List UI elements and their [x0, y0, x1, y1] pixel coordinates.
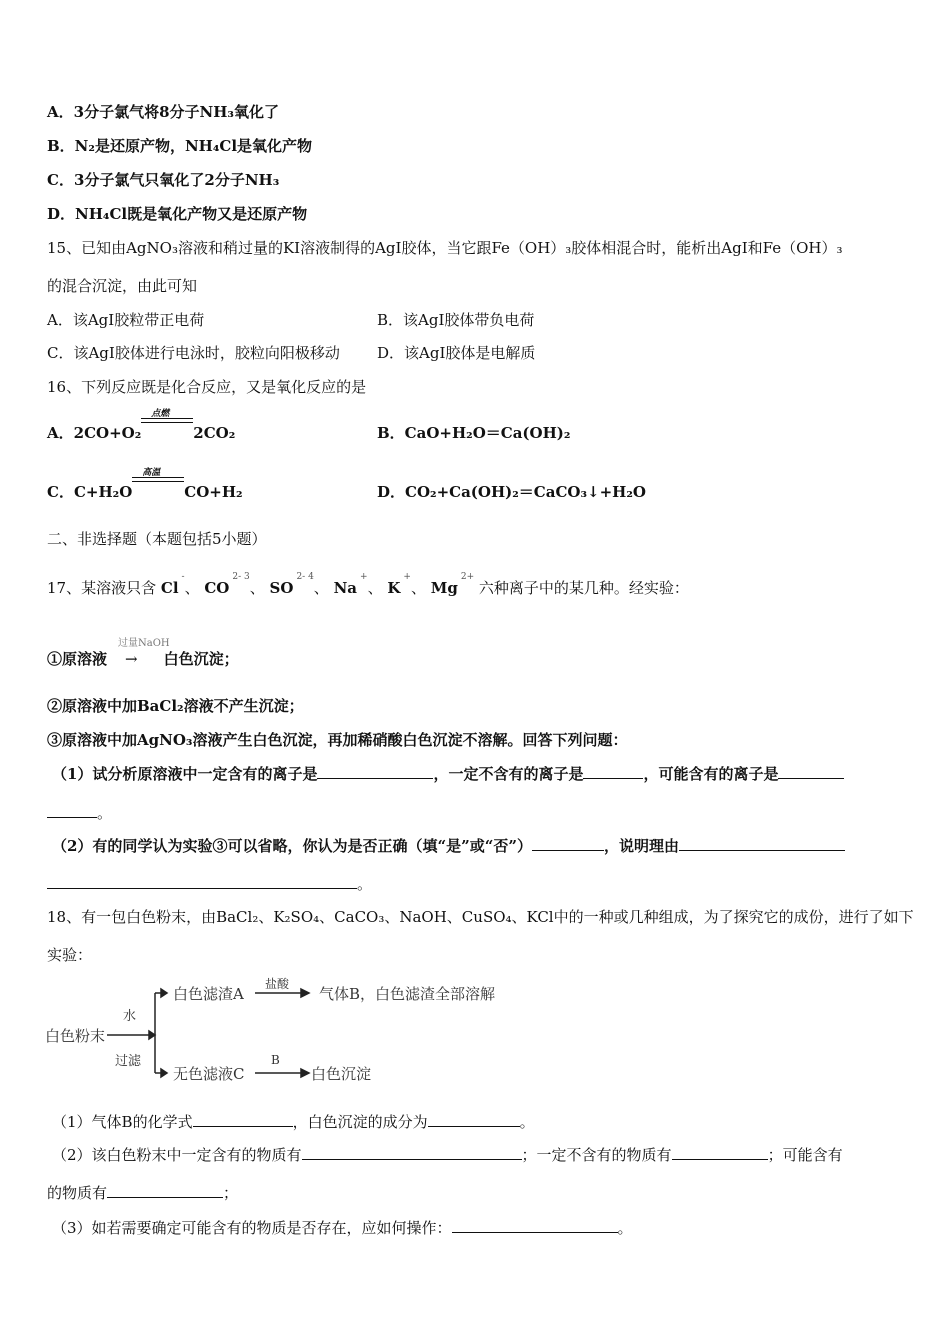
q14-option-c: C．3分子氯气只氧化了2分子NH₃	[47, 171, 280, 189]
q15-option-c: C．该AgI胶体进行电泳时，胶粒向阳极移动	[47, 344, 340, 362]
part-text: ，白色沉淀的成分为	[292, 1113, 428, 1131]
answer-blank[interactable]	[47, 874, 357, 889]
ion-symbol: Cl	[160, 579, 179, 597]
label-water: 水	[123, 1009, 137, 1024]
stem-text: 17、某溶液只含	[47, 579, 157, 597]
exp-text: 白色沉淀；	[163, 650, 239, 668]
ion	[333, 572, 368, 597]
q15-stem-cont: 的混合沉淀，由此可知	[47, 277, 198, 295]
part-text: 。	[519, 1113, 535, 1131]
q18-part2-cont	[47, 1183, 238, 1203]
equation-left: A．2CO+O₂	[47, 424, 142, 442]
answer-blank[interactable]	[302, 1145, 522, 1160]
exp1-condition: 过量NaOH	[118, 638, 170, 649]
ion	[269, 572, 314, 597]
section-heading: 二、非选择题（本题包括5小题）	[47, 530, 267, 548]
q18-part3	[52, 1218, 633, 1238]
experiment-flowchart	[45, 975, 515, 1085]
ion-symbol: SO	[269, 579, 294, 597]
stem-text: 六种离子中的某几种。经实验：	[478, 579, 689, 597]
label-filter: 过滤	[115, 1054, 142, 1069]
q17-part2-cont	[47, 874, 372, 894]
separator: 、	[410, 579, 426, 597]
ion-charge: 2- 3	[232, 572, 250, 582]
answer-blank[interactable]	[317, 764, 433, 779]
separator: 、	[184, 579, 200, 597]
node-result-c: 白色沉淀	[311, 1065, 372, 1083]
part-text: （2）有的同学认为实验③可以省略，你认为是否正确（填“是”或“否”）	[52, 837, 532, 855]
q17-stem	[47, 572, 689, 601]
reaction-condition	[132, 468, 184, 497]
condition-label: 高温	[142, 468, 161, 478]
q16-option-b: B．CaO+H₂O＝Ca(OH)₂	[377, 424, 571, 442]
part-text: 。	[357, 875, 373, 893]
answer-blank[interactable]	[193, 1112, 293, 1127]
node-white-powder: 白色粉末	[45, 1027, 106, 1045]
answer-blank[interactable]	[778, 764, 844, 779]
separator: 、	[313, 579, 329, 597]
condition-label: 点燃	[151, 409, 170, 419]
q15-option-b: B．该AgI胶体带负电荷	[377, 311, 535, 329]
node-residue-a: 白色滤渣A	[173, 985, 244, 1003]
q15-stem: 15、已知由AgNO₃溶液和稍过量的KI溶液制得的AgI胶体，当它跟Fe（OH）₃胶体相混合时，能析出AgI和Fe（OH）₃	[47, 239, 843, 257]
reaction-condition	[141, 409, 193, 438]
ion-symbol: K	[387, 579, 401, 597]
q18-stem: 18、有一包白色粉末，由BaCl₂、K₂SO₄、CaCO₃、NaOH、CuSO₄、KCl中的一种或几种组成，为了探究它的成份，进行了如下	[47, 908, 914, 926]
answer-blank[interactable]	[672, 1145, 768, 1160]
part-text: ；可能含有	[767, 1146, 843, 1164]
q17-exp2: ②原溶液中加BaCl₂溶液不产生沉淀；	[47, 697, 304, 715]
double-line-icon	[132, 477, 184, 482]
arrow-icon: →	[125, 650, 138, 668]
equation-left: C．C+H₂O	[47, 483, 133, 501]
q16-option-d: D．CO₂+Ca(OH)₂＝CaCO₃↓+H₂O	[377, 483, 646, 501]
answer-blank[interactable]	[532, 836, 604, 851]
ion-symbol: Mg	[430, 579, 458, 597]
ion	[160, 572, 185, 597]
part-text: ，说明理由	[603, 837, 679, 855]
q18-stem-cont: 实验：	[47, 946, 93, 964]
ion-charge: 2- 4	[296, 572, 314, 582]
answer-blank[interactable]	[47, 803, 97, 818]
part-text: （1）气体B的化学式	[52, 1113, 193, 1131]
q17-exp3: ③原溶液中加AgNO₃溶液产生白色沉淀，再加稀硝酸白色沉淀不溶解。回答下列问题：	[47, 731, 628, 749]
q15-option-a: A．该AgI胶粒带正电荷	[47, 311, 205, 329]
q14-option-a: A．3分子氯气将8分子NH₃氧化了	[47, 103, 279, 121]
node-filtrate-c: 无色滤液C	[173, 1065, 245, 1083]
answer-blank[interactable]	[583, 764, 643, 779]
label-acid: 盐酸	[265, 977, 290, 991]
equation-right: 2CO₂	[193, 424, 236, 442]
double-line-icon	[141, 418, 193, 423]
q14-option-d: D．NH₄Cl既是氧化产物又是还原产物	[47, 205, 308, 223]
part-text: 。	[97, 804, 113, 822]
equation-right: CO+H₂	[184, 483, 243, 501]
ion-charge: 2+	[460, 572, 475, 582]
ion-symbol: Na	[333, 579, 358, 597]
ion	[430, 572, 475, 597]
q15-option-d: D．该AgI胶体是电解质	[377, 344, 536, 362]
separator: 、	[367, 579, 383, 597]
part-text: ；	[223, 1184, 239, 1202]
answer-blank[interactable]	[679, 836, 845, 851]
part-text: 。	[617, 1219, 633, 1237]
separator: 、	[249, 579, 265, 597]
ion-charge: +	[403, 572, 411, 582]
part-text: （2）该白色粉末中一定含有的物质有	[52, 1146, 302, 1164]
q17-part2	[52, 836, 845, 856]
q17-exp1	[47, 649, 239, 669]
part-text: 的物质有	[47, 1184, 108, 1202]
part-text: ；一定不含有的物质有	[521, 1146, 672, 1164]
ion	[204, 572, 250, 597]
part-text: ，可能含有的离子是	[643, 765, 779, 783]
label-b: B	[271, 1053, 280, 1067]
q16-option-a	[47, 409, 236, 443]
q16-option-c	[47, 468, 243, 502]
part-text: （3）如若需要确定可能含有的物质是否存在，应如何操作：	[52, 1219, 452, 1237]
q16-stem: 16、下列反应既是化合反应，又是氧化反应的是	[47, 378, 367, 396]
q18-part2	[52, 1145, 843, 1165]
q18-part1	[52, 1112, 535, 1132]
answer-blank[interactable]	[452, 1218, 618, 1233]
ion	[387, 572, 411, 597]
node-result-a: 气体B，白色滤渣全部溶解	[319, 985, 496, 1003]
answer-blank[interactable]	[428, 1112, 520, 1127]
answer-blank[interactable]	[107, 1183, 223, 1198]
ion-charge: -	[181, 572, 185, 582]
part-text: （1）试分析原溶液中一定含有的离子是	[52, 765, 318, 783]
q17-part1-cont	[47, 803, 112, 823]
exp-text: ①原溶液	[47, 650, 108, 668]
part-text: ，一定不含有的离子是	[433, 765, 584, 783]
q17-part1	[52, 764, 844, 784]
ion-symbol: CO	[204, 579, 230, 597]
q14-option-b: B．N₂是还原产物，NH₄Cl是氧化产物	[47, 137, 313, 155]
ion-charge: +	[360, 572, 368, 582]
